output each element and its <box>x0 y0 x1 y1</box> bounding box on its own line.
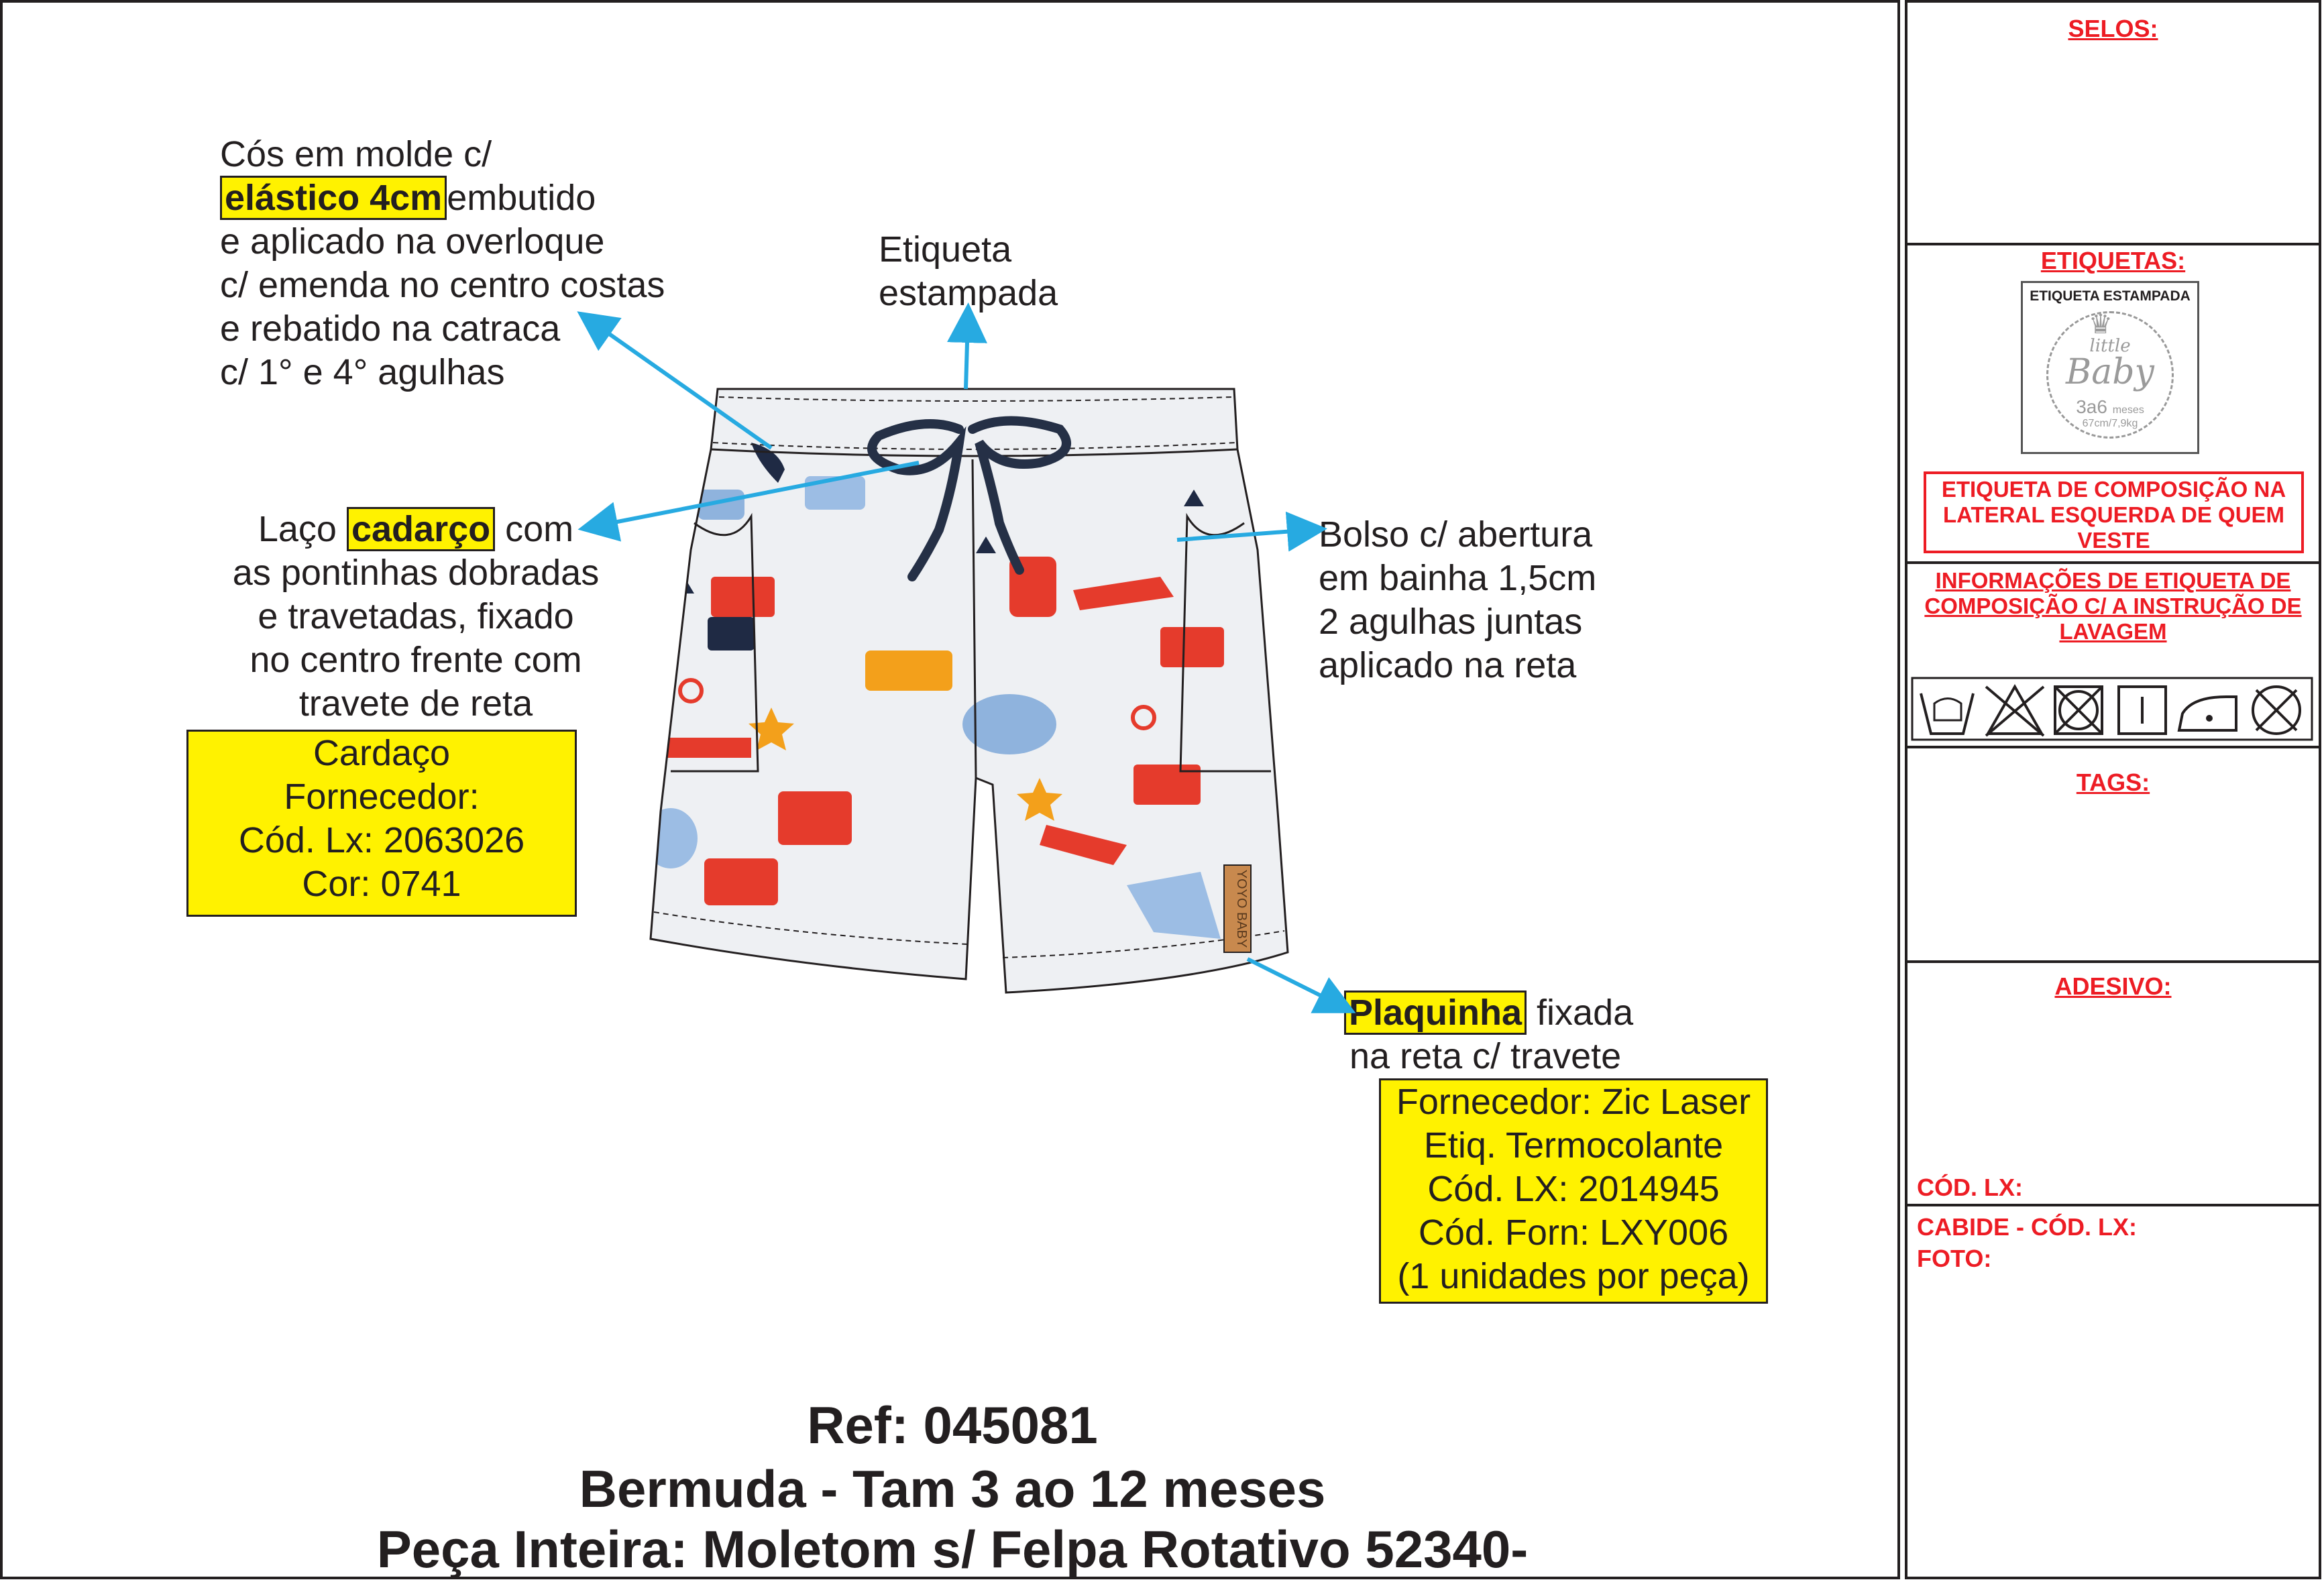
section-etiquetas <box>1907 245 2319 564</box>
informacoes-label: INFORMAÇÕES DE ETIQUETA DE COMPOSIÇÃO C/ A INSTRUÇÃO DE LAVAGEM <box>1924 568 2302 644</box>
highlight-plaquinha: Plaquinha <box>1344 991 1527 1035</box>
etiqueta-estampada-preview <box>2021 281 2199 454</box>
label-etiquetas: ETIQUETAS: <box>2040 247 2186 274</box>
highlight-cadarco: cadarço <box>347 507 495 551</box>
title-material: Peça Inteira: Moletom s/ Felpa Rotativo 52340- <box>376 1520 1529 1579</box>
brand-plate-text: YOYO BABY <box>1234 869 1249 948</box>
spec-sidebar <box>1905 0 2321 1579</box>
etiqueta-estampada-label: ETIQUETA ESTAMPADA <box>2030 288 2191 304</box>
note-plaquinha: Plaquinha fixada na reta c/ travete <box>1344 991 1633 1078</box>
no-tumble-dry-icon <box>2055 687 2102 734</box>
no-bleach-icon <box>1986 687 2044 736</box>
section-informacoes <box>1907 564 2319 748</box>
plaquinha-supplier-box: Fornecedor: Zic Laser Etiq. Termocolante Cód. LX: 2014945 Cód. Forn: LXY006 (1 unidades por peça) <box>1379 1078 1768 1304</box>
arrow-plaquinha <box>1248 959 1341 1006</box>
highlight-elastico: elástico 4cm <box>220 176 447 220</box>
arrow-laco <box>594 463 919 526</box>
note-cos: Cós em molde c/ elástico 4cm embutido e aplicado na overloque c/ emenda no centro costas e rebatido na catraca c/ 1° e 4° agulhas <box>220 134 665 392</box>
wash-30-hand-icon <box>1921 693 1973 734</box>
label-tags: TAGS: <box>2076 769 2150 796</box>
section-adesivo <box>1907 963 2319 1206</box>
line-dry-icon <box>2119 687 2166 734</box>
composicao-note: ETIQUETA DE COMPOSIÇÃO NA LATERAL ESQUERDA DE QUEM VESTE <box>1924 471 2304 553</box>
arrow-bolso <box>1177 530 1311 540</box>
crown-icon: ♛ <box>2089 310 2113 339</box>
little-baby-logo: ♛ little Baby 3a6 meses 67cm/7,9kg <box>2046 311 2174 439</box>
no-dry-clean-icon <box>2253 687 2300 734</box>
arrow-cos <box>590 321 771 448</box>
label-foto: FOTO: <box>1917 1245 1992 1272</box>
iron-low-icon <box>2179 697 2236 730</box>
note-laco: Laço cadarço com as pontinhas dobradas e travetadas, fixado no centro frente com travete de reta <box>201 508 630 726</box>
note-etiqueta: Etiqueta estampada <box>879 229 1058 313</box>
title-name: Bermuda - Tam 3 ao 12 meses <box>579 1459 1326 1518</box>
cardaco-supplier-box: Cardaço Fornecedor: Cód. Lx: 2063026 Cor: 0741 <box>186 730 577 917</box>
title-ref: Ref: 045081 <box>807 1396 1098 1455</box>
label-adesivo: ADESIVO: <box>2054 972 2172 1000</box>
label-selos: SELOS: <box>2068 15 2158 42</box>
note-bolso: Bolso c/ abertura em bainha 1,5cm 2 agulhas juntas aplicado na reta <box>1319 514 1597 685</box>
section-selos <box>1907 3 2319 245</box>
label-cod-lx: CÓD. LX: <box>1917 1174 2023 1201</box>
arrow-etiqueta <box>966 319 968 389</box>
section-tags <box>1907 748 2319 963</box>
label-cabide: CABIDE - CÓD. LX: <box>1917 1213 2137 1241</box>
care-symbols <box>1911 677 2315 742</box>
